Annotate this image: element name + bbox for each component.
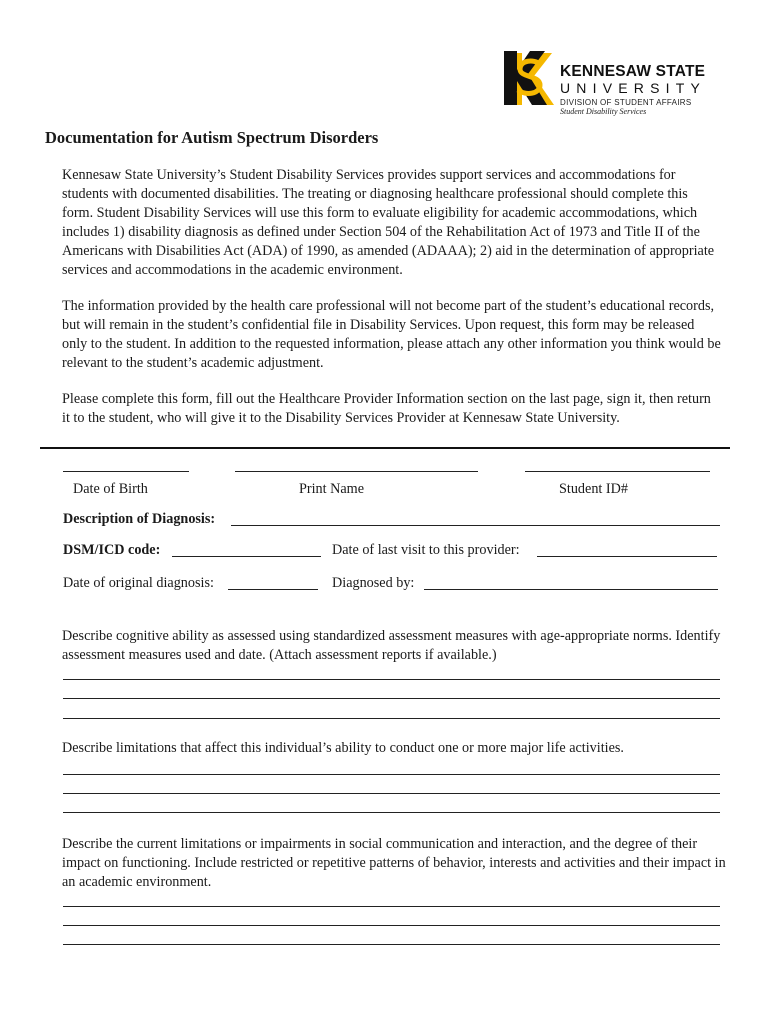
logo-university-word: UNIVERSITY [560,80,707,96]
original-diagnosis-label: Date of original diagnosis: [63,575,214,591]
answer-line[interactable] [63,718,720,719]
student-id-input-line[interactable] [525,471,710,472]
dob-label: Date of Birth [73,481,148,497]
last-visit-input-line[interactable] [537,556,717,557]
ksu-logo-mark [500,50,556,108]
logo-university-name: KENNESAW STATE [560,63,706,80]
original-diagnosis-input-line[interactable] [228,589,318,590]
logo-division: DIVISION OF STUDENT AFFAIRS [560,98,692,107]
last-visit-label: Date of last visit to this provider: [332,542,520,558]
answer-line[interactable] [63,793,720,794]
dsm-label: DSM/ICD code: [63,542,161,558]
student-id-label: Student ID# [559,481,628,497]
answer-line[interactable] [63,698,720,699]
confidentiality-paragraph: The information provided by the health care professional will not become part of the student’s educational records, but will remain in the student’s confidential file in Disability Services. Upon request, this form may be released only to the student. In addition to the requested information, please attach any other information you think would be relevant to the student’s academic adjustment. [62,298,721,371]
answer-line[interactable] [63,679,720,680]
dob-input-line[interactable] [63,471,189,472]
question-limitations: Describe limitations that affect this individual’s ability to conduct one or more major life activities. [62,740,624,756]
print-name-input-line[interactable] [235,471,478,472]
answer-line[interactable] [63,812,720,813]
logo-department: Student Disability Services [560,107,647,116]
description-input-line[interactable] [231,525,720,526]
diagnosed-by-label: Diagnosed by: [332,575,415,591]
document-title: Documentation for Autism Spectrum Disorders [45,128,379,147]
section-divider [40,447,730,449]
answer-line[interactable] [63,925,720,926]
question-cognitive-ability: Describe cognitive ability as assessed using standardized assessment measures with age-appropriate norms. Identify assessment measures used and date. (Attach assessment reports if available.) [62,628,721,663]
diagnosed-by-input-line[interactable] [424,589,718,590]
intro-paragraph: Kennesaw State University’s Student Disability Services provides support services and accommodations for students with documented disabilities. The treating or diagnosing healthcare professional should complete this form. Student Disability Services will use this form to evaluate eligibility for academic accommodations, which includes 1) disability diagnosis as defined under Section 504 of the Rehabilitation Act of 1973 and Title II of the Americans with Disabilities Act (ADA) of 1990, as amended (ADAAA); 2) aid in the determination of appropriate services and accommodations in the academic environment. [62,167,715,278]
instructions-paragraph: Please complete this form, fill out the Healthcare Provider Information section on the last page, sign it, then return it to the student, who will give it to the Disability Services Provider at Kennesaw State University. [62,391,711,426]
dsm-input-line[interactable] [172,556,321,557]
question-social-communication: Describe the current limitations or impairments in social communication and interaction, and the degree of their impact on functioning. Include restricted or repetitive patterns of behavior, interests and activities and their impact in an academic environment. [62,836,726,890]
print-name-label: Print Name [299,481,365,497]
answer-line[interactable] [63,906,720,907]
description-label: Description of Diagnosis: [63,511,216,527]
answer-line[interactable] [63,944,720,945]
answer-line[interactable] [63,774,720,775]
